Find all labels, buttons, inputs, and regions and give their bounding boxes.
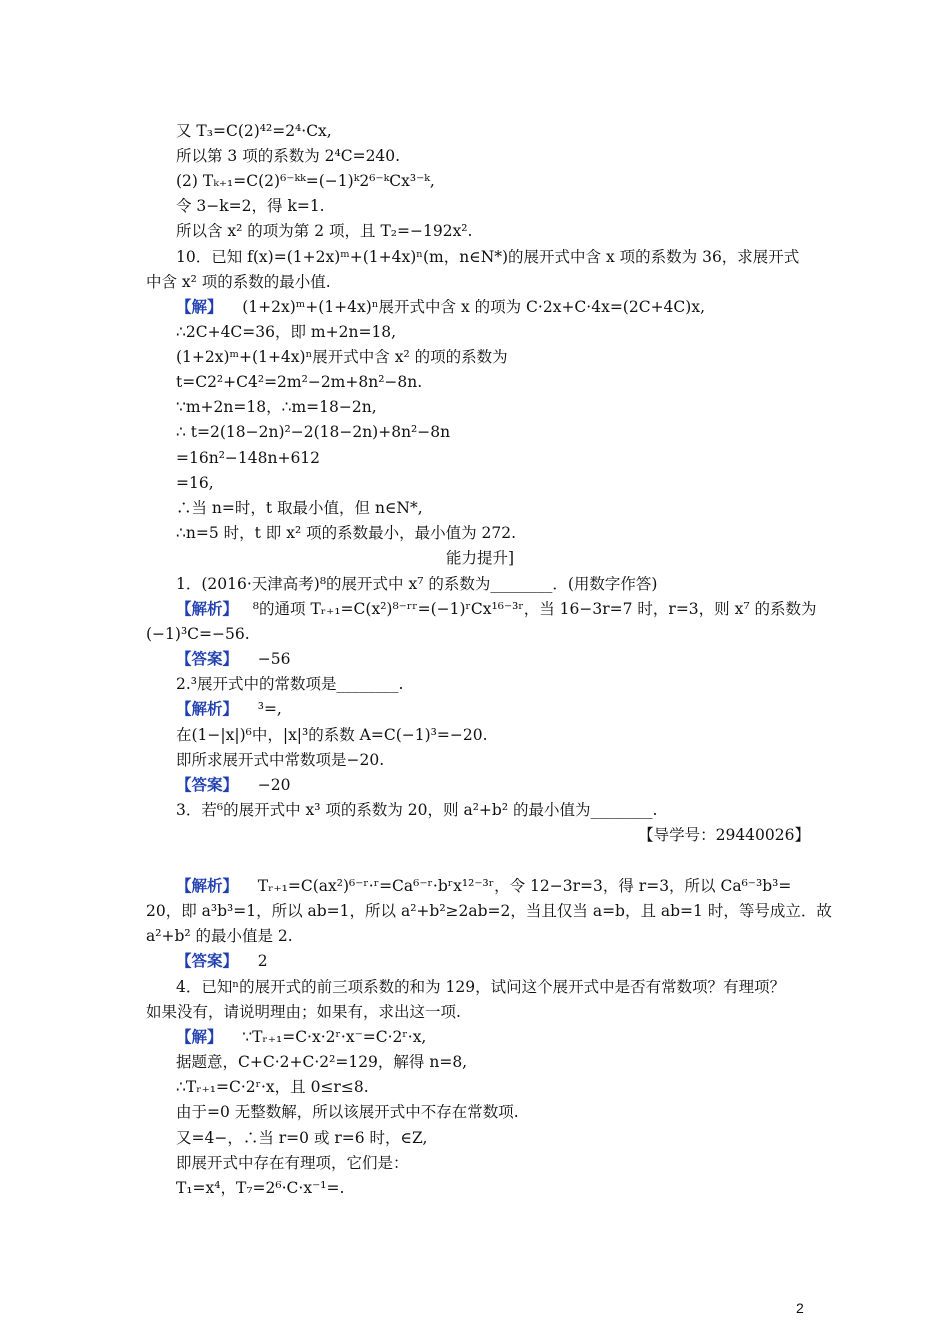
text-line: 令 3−k=2，得 k=1. <box>176 197 325 215</box>
problem-10-line1: 10．已知 f(x)=(1+2x)ᵐ+(1+4x)ⁿ(m，n∈N*)的展开式中含 x 项的系数为 36，求展开式 <box>176 248 800 266</box>
problem-1: 1．(2016·天津高考)⁸的展开式中 x⁷ 的系数为________．(用数字作答) <box>176 575 658 593</box>
problem-3: 3．若⁶的展开式中 x³ 项的系数为 20，则 a²+b² 的最小值为________. <box>176 801 658 819</box>
text-line: ∴ t=2(18−2n)²−2(18−2n)+8n²−8n <box>176 423 451 441</box>
section-heading: 能力提升] <box>446 549 515 567</box>
text-line: t=C2²+C4²=2m²−2m+8n²−8n. <box>176 373 423 391</box>
text-line: ∴Tᵣ₊₁=C·2ʳ·x，且 0≤r≤8. <box>176 1078 369 1096</box>
text-line: =16n²−148n+612 <box>176 449 321 467</box>
problem-10-line2: 中含 x² 项的系数的最小值. <box>146 273 331 291</box>
analysis-tag: 【解析】 <box>176 699 239 718</box>
analysis-line: 【解析】 ⁸的通项 Tᵣ₊₁=C(x²)⁸⁻ʳʳ=(−1)ʳCx¹⁶⁻³ʳ，当 16−3r=7 时，r=3，则 x⁷ 的系数为 <box>176 599 817 618</box>
problem-4-line1: 4．已知ⁿ的展开式的前三项系数的和为 129，试问这个展开式中是否有常数项？有理项？ <box>176 978 786 996</box>
answer-tag: 【答案】 <box>176 649 239 668</box>
text-line: (1+2x)ᵐ+(1+4x)ⁿ展开式中含 x² 的项的系数为 <box>176 348 508 366</box>
analysis-line: 【解析】 Tᵣ₊₁=C(ax²)⁶⁻ʳ·ʳ=Ca⁶⁻ʳ·bʳx¹²⁻³ʳ，令 12−3r=3，得 r=3，所以 Ca⁶⁻³b³= <box>176 876 792 895</box>
solution-tag: 【解】 <box>176 1027 223 1046</box>
text-line: a²+b² 的最小值是 2. <box>146 927 293 945</box>
text-line: 即所求展开式中常数项是−20. <box>176 751 385 769</box>
text-line: 又 T₃=C(2)⁴²=2⁴·Cx, <box>176 122 332 140</box>
page-number: 2 <box>796 1300 804 1316</box>
solution-line: 【解】 (1+2x)ᵐ+(1+4x)ⁿ展开式中含 x 的项为 C·2x+C·4x=(2C+4C)x, <box>176 297 705 316</box>
guide-number: 【导学号：29440026】 <box>638 826 810 844</box>
text-line: ∴当 n=时，t 取最小值，但 n∈N*, <box>176 499 423 517</box>
text-line: 20，即 a³b³=1，所以 ab=1，所以 a²+b²≥2ab=2，当且仅当 a=b，且 ab=1 时，等号成立．故 <box>146 902 832 920</box>
answer-tag: 【答案】 <box>176 775 239 794</box>
answer-line: 【答案】 −56 <box>176 649 291 668</box>
text-line: ∵m+2n=18，∴m=18−2n, <box>176 398 377 416</box>
solution-line: 【解】 ∵Tᵣ₊₁=C·x·2ʳ·x⁻=C·2ʳ·x, <box>176 1027 427 1046</box>
text-line: (−1)³C=−56. <box>146 625 250 643</box>
text-line: 又=4−，∴当 r=0 或 r=6 时，∈Z, <box>176 1129 428 1147</box>
solution-tag: 【解】 <box>176 297 223 316</box>
text-line: (2) Tₖ₊₁=C(2)⁶⁻ᵏᵏ=(−1)ᵏ2⁶⁻ᵏCx³⁻ᵏ, <box>176 172 435 190</box>
analysis-line: 【解析】 ³=, <box>176 699 282 718</box>
text-line: 所以含 x² 的项为第 2 项，且 T₂=−192x². <box>176 222 473 240</box>
answer-tag: 【答案】 <box>176 951 239 970</box>
text-line: 所以第 3 项的系数为 2⁴C=240. <box>176 147 401 165</box>
text-line: ∴n=5 时，t 即 x² 项的系数最小，最小值为 272. <box>176 524 517 542</box>
text-line: T₁=x⁴，T₇=2⁶·C·x⁻¹=. <box>176 1179 345 1197</box>
problem-2: 2.³展开式中的常数项是________. <box>176 675 404 693</box>
analysis-tag: 【解析】 <box>176 876 239 895</box>
problem-4-line2: 如果没有，请说明理由；如果有，求出这一项. <box>146 1003 461 1021</box>
text-line: 即展开式中存在有理项，它们是： <box>176 1154 409 1172</box>
answer-line: 【答案】 −20 <box>176 775 291 794</box>
answer-line: 【答案】 2 <box>176 951 268 970</box>
text-line: =16, <box>176 474 214 492</box>
text-line: 由于=0 无整数解，所以该展开式中不存在常数项. <box>176 1103 519 1121</box>
text-line: 据题意，C+C·2+C·2²=129，解得 n=8, <box>176 1053 468 1071</box>
analysis-tag: 【解析】 <box>176 599 239 618</box>
text-line: ∴2C+4C=36，即 m+2n=18, <box>176 323 397 341</box>
text-line: 在(1−|x|)⁶中，|x|³的系数 A=C(−1)³=−20. <box>176 726 488 744</box>
